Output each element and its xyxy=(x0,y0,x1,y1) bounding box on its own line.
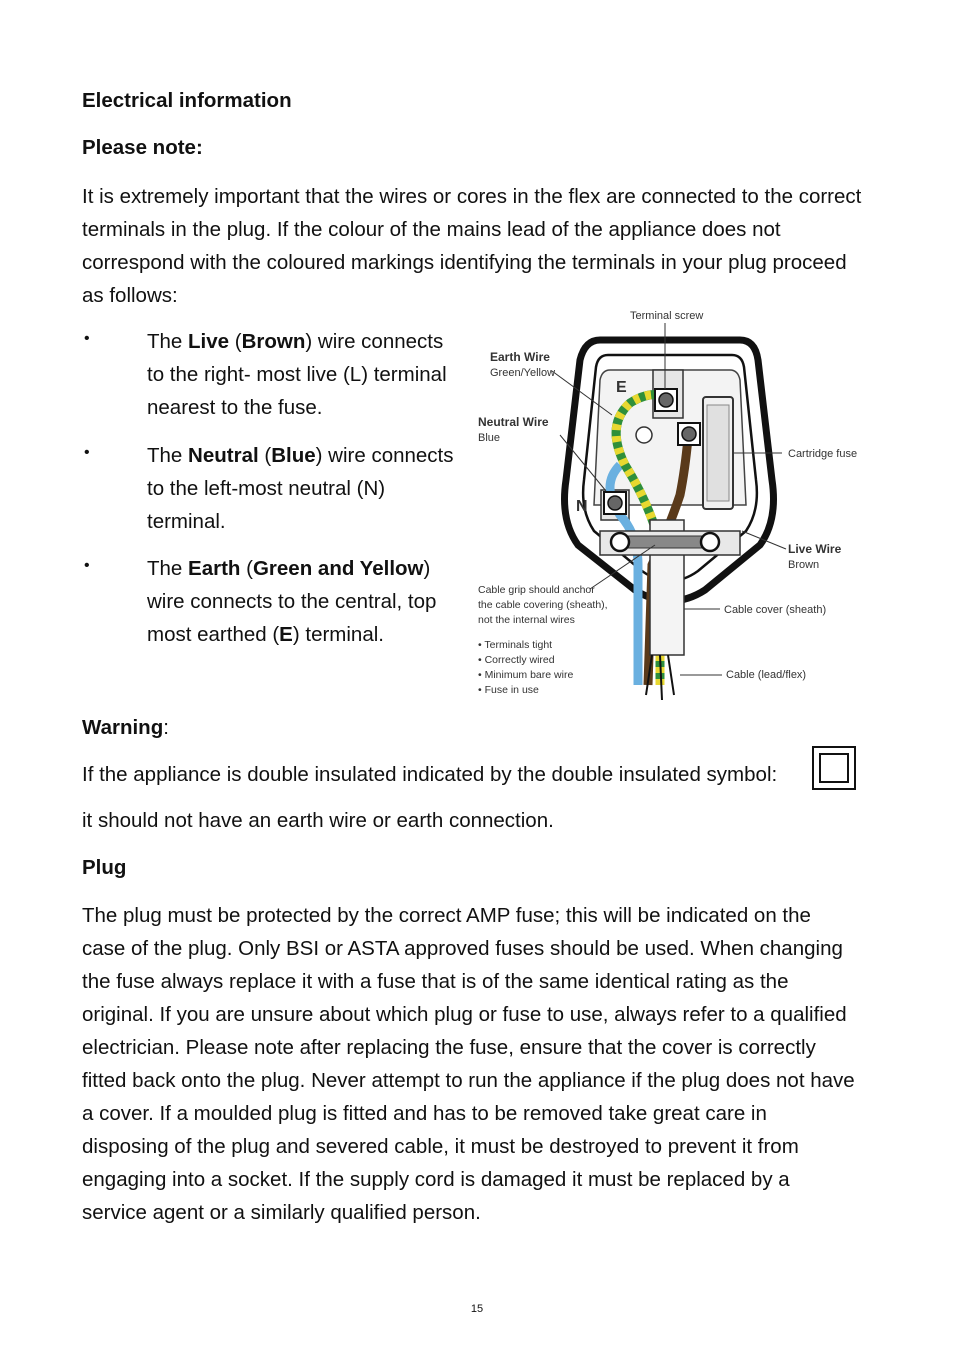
label-cable: Cable (lead/flex) xyxy=(726,669,807,681)
fuse-body xyxy=(707,405,729,501)
label-live-wire-color: Brown xyxy=(788,559,820,571)
bullet-marker: • xyxy=(84,444,90,461)
neutral-terminal-screw xyxy=(608,496,622,510)
checklist-item: • Minimum bare wire xyxy=(478,669,574,681)
earth-terminal-screw xyxy=(659,393,673,407)
checklist-item: • Terminals tight xyxy=(478,639,553,651)
terminal-n-letter: N xyxy=(576,498,588,515)
cable-grip-screw-left xyxy=(611,533,629,551)
terminal-e-letter: E xyxy=(616,379,627,396)
page-number: 15 xyxy=(470,1303,484,1315)
body-screw-hole xyxy=(636,427,652,443)
warning-heading-line xyxy=(82,716,169,740)
label-cable-grip-2: the cable covering (sheath), xyxy=(478,599,608,611)
cable-grip-bar xyxy=(625,536,705,548)
plug-heading: Plug xyxy=(82,856,127,879)
warning-line-2: it should not have an earth wire or earth connection. xyxy=(82,809,554,832)
bullet-neutral: The Neutral (Blue) wire connects to the left-most neutral (N) terminal. xyxy=(147,444,454,533)
note-heading: Please note: xyxy=(82,136,203,159)
label-cable-grip-3: not the internal wires xyxy=(478,614,575,626)
plug-wiring-diagram xyxy=(470,305,860,705)
live-terminal-screw xyxy=(682,427,696,441)
bullet-earth: The Earth (Green and Yellow) wire connects to the central, top most earthed (E) terminal. xyxy=(147,557,437,646)
label-cartridge-fuse: Cartridge fuse xyxy=(788,448,858,460)
bullet-marker: • xyxy=(84,557,90,574)
page-title: Electrical information xyxy=(82,89,292,112)
bullet-marker: • xyxy=(84,330,90,347)
label-neutral-wire-color: Blue xyxy=(478,432,501,444)
label-earth-wire: Earth Wire xyxy=(490,350,550,364)
bullet-live: The Live (Brown) wire connects to the right- most live (L) terminal nearest to the fuse. xyxy=(147,330,447,419)
label-terminal-screw: Terminal screw xyxy=(630,310,704,322)
label-cable-grip-1: Cable grip should anchor xyxy=(478,584,595,596)
label-earth-wire-color: Green/Yellow xyxy=(490,367,556,379)
checklist-item: • Fuse in use xyxy=(478,684,539,696)
warning-line-1: If the appliance is double insulated indicated by the double insulated symbol: xyxy=(82,763,778,786)
double-insulated-icon xyxy=(812,746,856,790)
warning-heading: Warning xyxy=(82,716,164,739)
intro-paragraph: It is extremely important that the wires or cores in the flex are connected to the correct terminals in the plug. If the colour of the mains lead of the appliance does not correspond with the coloured markings identifying the terminals in your plug proceed as follows: xyxy=(82,185,862,307)
label-neutral-wire: Neutral Wire xyxy=(478,415,549,429)
checklist-item: • Correctly wired xyxy=(478,654,555,666)
warning-colon: : xyxy=(163,716,169,739)
plug-paragraph: The plug must be protected by the correct AMP fuse; this will be indicated on the case of the plug. Only BSI or ASTA approved fuses should be used. When changing the fuse always replace it with a fuse that is of the same identical rating as the original. If you are unsure about which plug or fuse to use, always refer to a qualified electrician. Please note after replacing the fuse, ensure that the cover is correctly fitted back onto the plug. Never attempt to run the appliance if the plug does not have a cover. If a moulded plug is fitted and has to be removed take great care in disposing of the plug and severed cable, it must be destroyed to prevent it from engaging into a socket. If the supply cord is damaged it must be replaced by a service agent or a similarly qualified person. xyxy=(82,904,855,1224)
label-cable-cover: Cable cover (sheath) xyxy=(724,604,827,616)
cable-grip-screw-right xyxy=(701,533,719,551)
label-live-wire: Live Wire xyxy=(788,542,842,556)
